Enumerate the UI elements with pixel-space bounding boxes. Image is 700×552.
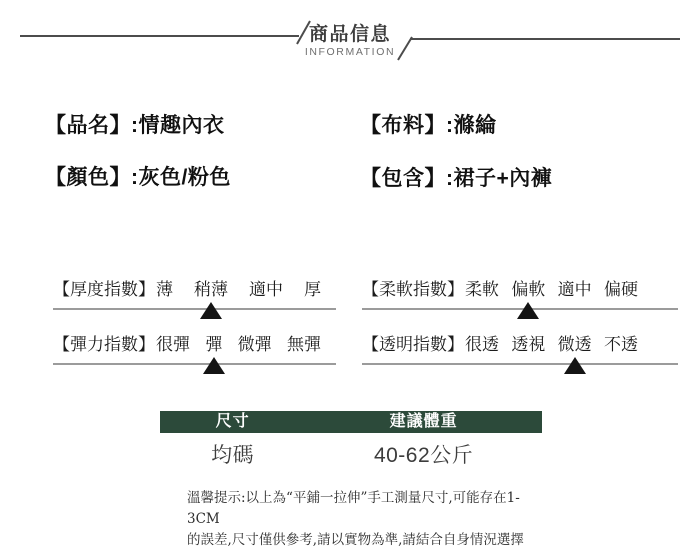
marker-triangle-icon (203, 357, 225, 374)
table-row (160, 439, 542, 469)
disclaimer-note (187, 488, 547, 551)
scale-option: 厚 (304, 280, 321, 300)
weight-column-header: 建議體重 (389, 413, 458, 430)
marker-triangle-icon (200, 302, 222, 319)
scale-option: 柔軟 (465, 280, 499, 300)
scale-option: 微彈 (237, 335, 272, 355)
scale-transparency-label: 【透明指數】 (362, 335, 464, 355)
size-value: 均碼 (211, 444, 255, 467)
scale-option: 彈 (205, 335, 223, 355)
scale-option: 透視 (511, 335, 546, 355)
note-line: 的誤差,尺寸僅供參考,請以實物為準,請結合自身情況選擇 (187, 532, 524, 548)
size-table-header-row (160, 411, 542, 433)
scale-thickness-options (153, 279, 336, 301)
scale-option: 薄 (156, 280, 173, 300)
marker-triangle-icon (564, 357, 586, 374)
scale-option: 適中 (249, 280, 283, 300)
scale-axis-line (362, 363, 678, 365)
scale-axis-line (53, 363, 336, 365)
info-item-includes: 【包含】:裙子+內褲 (360, 167, 553, 190)
scale-option: 偏軟 (511, 280, 546, 300)
weight-value: 40-62公斤 (373, 444, 474, 467)
scale-softness (362, 279, 678, 323)
scale-option: 適中 (557, 280, 592, 300)
scale-option: 很彈 (156, 335, 190, 355)
scale-thickness (53, 279, 336, 323)
scale-option: 無彈 (286, 335, 321, 355)
note-line: 溫馨提示:以上為“平鋪一拉伸”手工測量尺寸,可能存在1-3CM (187, 490, 520, 527)
scale-transparency-options (461, 334, 678, 356)
page-subtitle: INFORMATION (304, 46, 396, 58)
size-column-header: 尺寸 (215, 413, 250, 430)
scale-elasticity-label: 【彈力指數】 (53, 335, 155, 355)
scale-option: 不透 (603, 335, 638, 355)
marker-triangle-icon (517, 302, 539, 319)
scale-elasticity (53, 334, 336, 378)
scale-option: 稍薄 (194, 280, 228, 300)
scale-option: 微透 (557, 335, 592, 355)
scale-option: 偏硬 (603, 280, 638, 300)
info-item-fabric: 【布料】:滌綸 (360, 114, 497, 137)
size-table (160, 411, 542, 469)
page-title: 商品信息 (308, 24, 391, 45)
scale-elasticity-options (153, 334, 336, 356)
scale-softness-options (461, 279, 678, 301)
scale-axis-line (53, 308, 336, 310)
info-item-product-name: 【品名】:情趣內衣 (45, 114, 225, 137)
scale-transparency (362, 334, 678, 378)
info-item-color: 【顏色】:灰色/粉色 (45, 166, 231, 189)
scale-softness-label: 【柔軟指數】 (362, 280, 464, 300)
scale-thickness-label: 【厚度指數】 (53, 280, 155, 300)
scale-option: 很透 (465, 335, 499, 355)
